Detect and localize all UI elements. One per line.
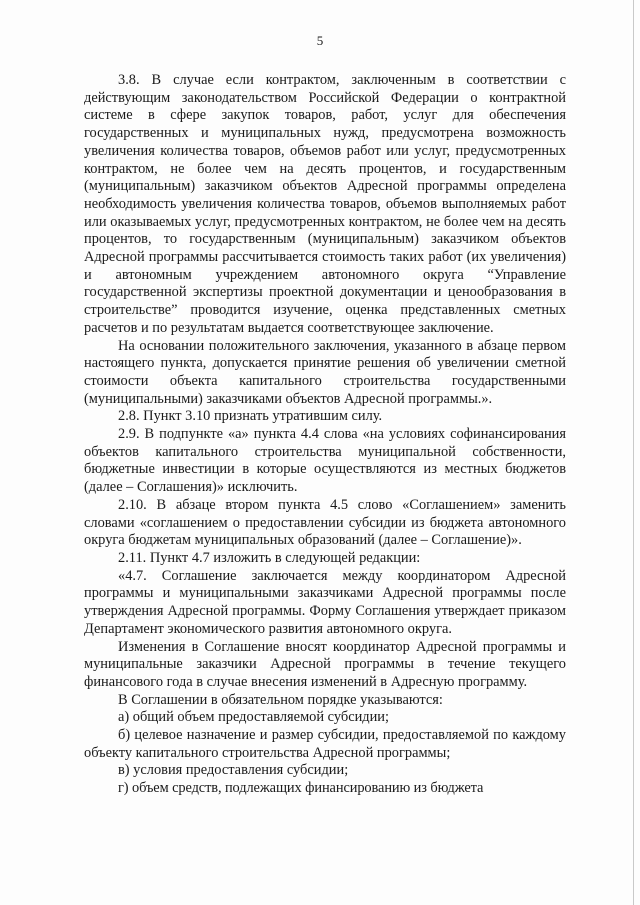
list-item-v: в) условия предоставления субсидии; — [118, 762, 349, 779]
paragraph-2-9: 2.9. В подпункте «а» пункта 4.4 слова «на условиях софинансирования объектов капитального строительства муниципальной собственности, бюджетные инвестиции в которые осуществляются из местных бюджетов (далее – Соглашения)» исключить. — [84, 426, 566, 496]
paragraph-positive-conclusion: На основании положительного заключения, указанного в абзаце первом настоящего пункта, допускается принятие решения об увеличении сметной стоимости объекта капитального строительства государственными (муниципальными) заказчиками объектов Адресной программы.». — [84, 337, 566, 407]
paragraph-2-11: 2.11. Пункт 4.7 изложить в следующей редакции: — [118, 549, 421, 566]
list-item-g: г) объем средств, подлежащих финансированию из бюджета — [118, 780, 484, 797]
paragraph-changes: Изменения в Соглашение вносят координатор Адресной программы и муниципальные заказчики Адресной программы в течение текущего финансового года в случае внесения изменений в Адресную программу. — [84, 638, 566, 690]
paragraph-3-8: 3.8. В случае если контрактом, заключенным в соответствии с действующим законодательством Российской Федерации о контрактной системе в сфере закупок товаров, работ, услуг для обеспечения государственных и муниципальных нужд, предусмотрена возможность увеличения количества товаров, объемов работ или услуг, предусмотренных контрактом, не более чем на десять процентов, и государственным (муниципальным) заказчиком объектов Адресной программы определена необходимость увеличения количества товаров, объемов выполняемых работ или оказываемых услуг, предусмотренных контрактом, не более чем на десять процентов, то государственным (муниципальным) заказчиком объектов Адресной программы рассчитывается стоимость таких работ (их увеличения) и автономным учреждением автономного округа “Управление государственной экспертизы проектной документации и ценообразования в строительстве” проводится изучение, оценка представленных сметных расчетов и по результатам выдается соответствующее заключение. — [84, 72, 566, 336]
paragraph-4-7: «4.7. Соглашение заключается между координатором Адресной программы и муниципальными заказчиками Адресной программы после утверждения Адресной программы. Форму Соглашения утверждает приказом Департамент экономического развития автономного округа. — [84, 567, 566, 637]
paragraph-2-8: 2.8. Пункт 3.10 признать утратившим силу. — [118, 408, 383, 425]
paragraph-2-10: 2.10. В абзаце втором пункта 4.5 слово «Соглашением» заменить словами «соглашением о предоставлении субсидии из бюджета автономного округа бюджетам муниципальных образований (далее – Соглашение)». — [84, 496, 566, 549]
paragraph-mandatory: В Соглашении в обязательном порядке указываются: — [118, 691, 443, 708]
document-body — [84, 72, 566, 798]
page-edge — [633, 0, 634, 905]
list-item-b: б) целевое назначение и размер субсидии, предоставляемой по каждому объекту капитального строительства Адресной программы; — [84, 727, 566, 761]
page-number: 5 — [316, 33, 324, 48]
list-item-a: а) общий объем предоставляемой субсидии; — [118, 709, 390, 726]
